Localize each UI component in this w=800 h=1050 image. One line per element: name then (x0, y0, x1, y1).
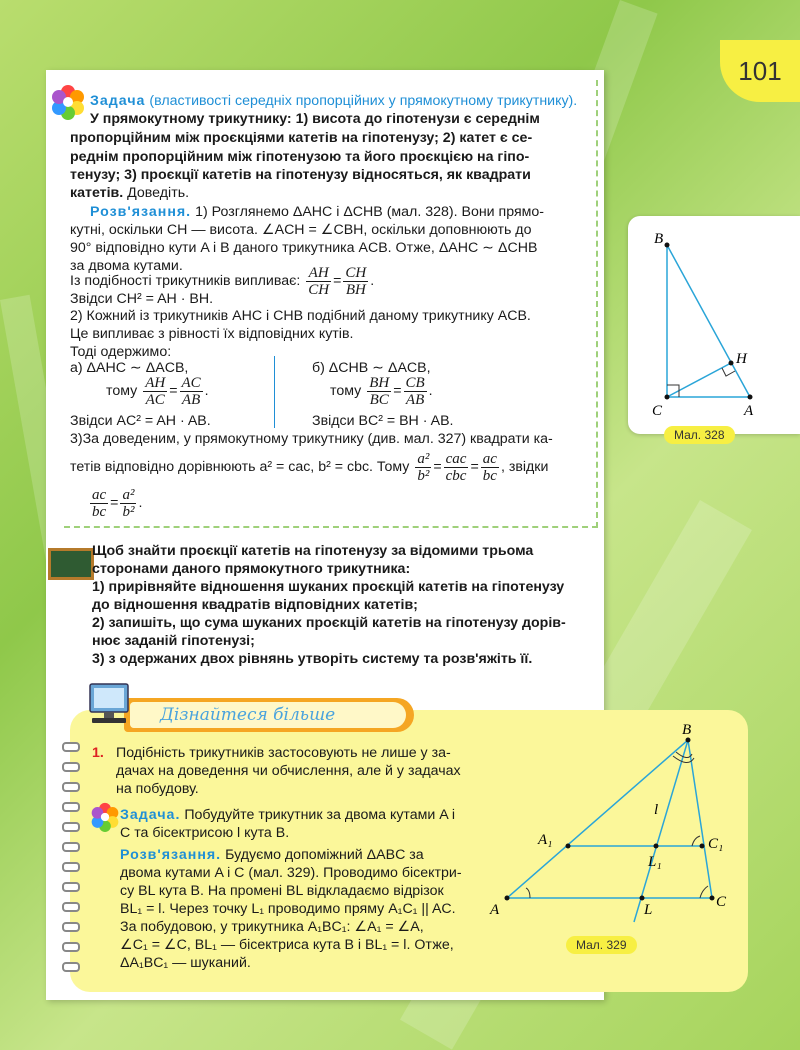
frac-den: AC (145, 391, 165, 408)
lm-sol-text-1: Будуємо допоміжний ΔABC за (221, 847, 424, 863)
frac-num: AC (181, 374, 201, 391)
label-l: L (644, 902, 653, 918)
spiral-ring (62, 902, 80, 912)
col-a-head: а) ΔAHC ∼ ΔACB, (70, 360, 189, 376)
figure-328 (640, 225, 800, 425)
frac-den: bc (482, 467, 497, 484)
spiral-ring (62, 942, 80, 952)
spiral-ring (62, 962, 80, 972)
figure-329-caption: Мал. 329 (566, 936, 637, 954)
frac-num: BH (369, 374, 390, 391)
spiral-ring (62, 742, 80, 752)
rule-line-5: 2) запишіть, що сума шуканих проєкцій катетів на гіпотенузу дорів- (92, 615, 566, 631)
flower-icon (90, 802, 120, 832)
label-c1: C₁ (708, 836, 724, 852)
frac-den: cbc (445, 467, 467, 484)
task-line-2: пропорційним між проєкціями катетів на гіпотенузу; 2) катет є се- (70, 130, 533, 146)
col-b-result: Звідси BC² = BH · AB. (312, 413, 454, 429)
frac-den: CH (308, 281, 330, 298)
lm-task-line-1 (120, 806, 455, 825)
frac-den: b² (122, 503, 135, 520)
col-a-tomu-word: тому (106, 383, 138, 399)
figure-328-caption: Мал. 328 (664, 426, 735, 444)
frac-den: bc (92, 503, 107, 520)
angle-arc-c (700, 886, 708, 898)
label-l: l (654, 802, 659, 818)
task-title: Задача (90, 93, 146, 109)
chalkboard-icon (48, 548, 94, 580)
col-b-tomu-word: тому (330, 383, 362, 399)
point-c (665, 395, 670, 400)
solution-text-11-end: , звідки (500, 459, 549, 475)
col-b-tomu: тому $\frac{BH}{BC}$ = $\frac{CB}{AB}$ . (330, 374, 433, 408)
fraction-bh-bc (367, 375, 391, 408)
solution-line-3: 90° відповідно кути A і B даного трикутника ACB. Отже, ΔAHC ∼ ΔCHB (70, 240, 538, 256)
rule-line-6: нює заданій гіпотенузі; (92, 633, 255, 649)
solution-title: Розв'язання. (90, 204, 192, 220)
frac-num: a² (122, 486, 135, 503)
spiral-ring (62, 822, 80, 832)
task-last: катетів. (70, 185, 124, 201)
learn-more-line-2: дачах на доведення чи обчислення, але й у задачах (116, 763, 461, 779)
solution-line-5: Із подібності трикутників випливає: $\frac{AH}{CH}$ = $\frac{CH}{BH}$ . (70, 264, 375, 298)
point-b (665, 243, 670, 248)
lm-task-title: Задача. (120, 807, 181, 823)
lm-sol-line-7: ΔA₁BC₁ — шуканий. (120, 955, 251, 971)
label-l1: L₁ (648, 854, 662, 870)
task-prove: Доведіть. (123, 185, 190, 201)
solution-line-7: 2) Кожний із трикутників AHC і CHB подібний даному трикутнику ACB. (70, 308, 531, 324)
frac-num: AH (306, 265, 331, 282)
angle-arc-a (526, 888, 530, 898)
fraction-ah-ch (306, 265, 331, 298)
spiral-ring (62, 802, 80, 812)
column-divider (274, 356, 275, 428)
task-subtitle: (властивості середніх пропорційних у прямокутному трикутнику). (149, 93, 578, 109)
flower-icon (50, 84, 86, 120)
label-c: C (652, 403, 663, 419)
fraction-ac-bc (481, 451, 499, 484)
point-c (710, 896, 715, 901)
fraction-ac-ab (180, 375, 203, 408)
spiral-ring (62, 762, 80, 772)
rule-line-7: 3) з одержаних двох рівнянь утворіть систему та розв'яжіть її. (92, 651, 533, 667)
task-line-4: тенузу; 3) проєкції катетів на гіпотенузу відносяться, як квадрати (70, 167, 531, 183)
fraction-a2-b2 (415, 451, 431, 484)
frac-num: ac (92, 486, 107, 503)
frac-den: b² (417, 467, 430, 484)
fraction-ah-ac (143, 375, 167, 408)
rule-line-1: Щоб знайти проєкції катетів на гіпотенузу за відомими трьома (92, 543, 534, 559)
frac-num: ac (482, 450, 497, 467)
lm-sol-line-2: двома кутами A і C (мал. 329). Проводимо бісектри- (120, 865, 462, 881)
frac-num: CH (345, 264, 367, 281)
lm-task-line-2: C та бісектрисою l кута B. (120, 825, 290, 841)
col-a-tomu: тому $\frac{AH}{AC}$ = $\frac{AC}{AB}$ . (106, 374, 209, 408)
point-c1 (700, 844, 705, 849)
fraction-ac-bc-2 (90, 487, 108, 520)
learn-more-banner: Дізнайтеся більше (130, 702, 406, 728)
learn-more-line-3: на побудову. (116, 781, 199, 797)
fraction-cb-ab (404, 375, 427, 408)
computer-icon (86, 682, 132, 726)
fraction-cac-cbc (444, 451, 469, 484)
solution-line-1 (90, 203, 544, 222)
point-a (505, 896, 510, 901)
solution-line-9: Тоді одержимо: (70, 344, 172, 360)
solution-text-11: тетів відповідно дорівнюють a² = cac, b² = cbc. Тому (70, 459, 410, 475)
frac-den: BC (369, 391, 389, 408)
point-a1 (566, 844, 571, 849)
frac-den: AB (405, 391, 425, 408)
frac-den: AB (181, 391, 201, 408)
frac-num: AH (145, 374, 166, 391)
spiral-ring (62, 842, 80, 852)
frac-num: CB (405, 374, 425, 391)
label-b: B (682, 722, 692, 738)
lm-sol-line-4: BL₁ = l. Через точку L₁ проводимо пряму A₁C₁ || AC. (120, 901, 456, 917)
label-a: A (744, 403, 754, 419)
frac-den: BH (345, 281, 366, 298)
task-heading (90, 92, 577, 111)
spiral-ring (62, 862, 80, 872)
angle-arc-c1 (692, 836, 700, 846)
rule-line-4: до відношення квадратів відповідних катетів; (92, 597, 418, 613)
bisector-bl (634, 740, 688, 922)
spiral-ring (62, 882, 80, 892)
spiral-ring (62, 782, 80, 792)
point-h (729, 361, 734, 366)
point-a (748, 395, 753, 400)
solution-line-10: 3)За доведеним, у прямокутному трикутнику (див. мал. 327) квадрати ка- (70, 431, 553, 447)
page-number: 101 (720, 40, 800, 102)
task-line-1: У прямокутному трикутнику: 1) висота до гіпотенузи є середнім (90, 111, 540, 127)
label-h: H (736, 351, 747, 367)
label-c: C (716, 894, 727, 910)
frac-num: cac (445, 450, 467, 467)
rule-line-3: 1) прирівняйте відношення шуканих проєкцій катетів на гіпотенузу (92, 579, 565, 595)
frac-num: a² (417, 450, 430, 467)
lm-sol-title: Розв'язання. (120, 847, 222, 863)
point-b (686, 738, 691, 743)
col-a-result: Звідси AC² = AH · AB. (70, 413, 211, 429)
lm-sol-line-3: су BL кута B. На промені BL відкладаємо відрізок (120, 883, 444, 899)
solution-line-2: кутні, оскільки CH — висота. ∠ACH = ∠CBH, оскільки доповнюють до (70, 222, 532, 238)
fraction-a2-b2-2 (120, 487, 136, 520)
label-b: B (654, 231, 664, 247)
fraction-ch-bh (343, 265, 368, 298)
label-a: A (490, 902, 500, 918)
lm-task-text-1: Побудуйте трикутник за двома кутами A і (180, 807, 456, 823)
solution-text-1: 1) Розглянемо ΔAHC і ΔCHB (мал. 328). Вони прямо- (191, 204, 545, 220)
learn-more-line-1: Подібність трикутників застосовують не лише у за- (116, 745, 451, 761)
altitude-ch (667, 363, 731, 397)
label-a1: A₁ (538, 832, 553, 848)
lm-sol-line-1 (120, 846, 424, 865)
task-line-5 (70, 184, 189, 203)
task-line-3: реднім пропорційним між гіпотенузою та його проєкцією на гіпо- (70, 149, 530, 165)
lm-sol-line-5: За побудовою, у трикутника A₁BC₁: ∠A₁ = ∠A, (120, 919, 424, 935)
solution-line-4: за двома кутами. (70, 258, 183, 274)
lm-sol-line-6: ∠C₁ = ∠C, BL₁ — бісектриса кута B і BL₁ = l. Отже, (120, 937, 454, 953)
col-b-head: б) ΔCHB ∼ ΔACB, (312, 360, 431, 376)
figure-329 (480, 722, 742, 942)
rule-line-2: сторонами даного прямокутного трикутника: (92, 561, 411, 577)
right-angle-h (722, 368, 735, 376)
learn-more-item-number: 1. (92, 745, 104, 761)
solution-line-8: Це випливає з рівності їх відповідних кутів. (70, 326, 354, 342)
solution-line-11: тетів відповідно дорівнюють a² = cac, b² = cbc. Тому $\frac{\text{a²}}{\text{b²}}$ = $\frac{\text{cac}}{\text{cbc}}$ = $\frac{ac}{bc}$ , звідки (70, 450, 549, 484)
spiral-ring (62, 922, 80, 932)
solution-text-5: Із подібності трикутників випливає: (70, 273, 301, 289)
solution-line-6: Звідси CH² = AH · BH. (70, 291, 214, 307)
solution-line-12: $\frac{ac}{bc}$ = $\frac{\text{a²}}{\text{b²}}$ . (92, 486, 143, 520)
point-l (640, 896, 645, 901)
point-l1 (654, 844, 659, 849)
